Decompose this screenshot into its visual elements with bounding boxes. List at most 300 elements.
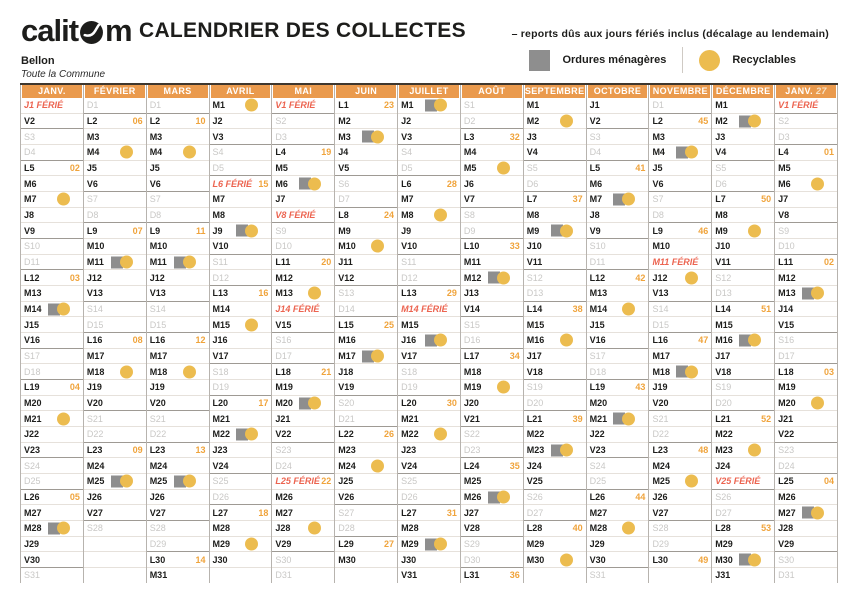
day-label: M10: [149, 241, 168, 252]
month-column-juin: [334, 85, 397, 583]
day-cell: [524, 301, 586, 317]
day-cell: [21, 175, 83, 191]
day-label: M5: [275, 163, 288, 174]
week-number: 07: [132, 225, 143, 236]
day-label: L23: [652, 445, 668, 456]
day-label: L21: [715, 413, 731, 424]
day-label: L14: [715, 304, 731, 315]
collection-markers: [245, 99, 258, 112]
day-cell: [461, 160, 523, 176]
day-label: J12: [86, 272, 102, 283]
day-cell: [461, 254, 523, 270]
day-cell: [147, 379, 209, 395]
day-cell: [461, 175, 523, 191]
day-label: J9: [401, 225, 412, 236]
day-cell: [587, 128, 649, 144]
day-label: D22: [652, 429, 669, 440]
day-cell: [775, 379, 837, 395]
day-cell: [461, 457, 523, 473]
day-cell: [272, 410, 334, 426]
day-cell: [587, 160, 649, 176]
day-label: D4: [589, 147, 602, 158]
day-cell: [524, 254, 586, 270]
day-label: M9: [715, 225, 728, 236]
week-number: 52: [761, 413, 772, 424]
day-cell: [21, 520, 83, 536]
day-cell: [21, 207, 83, 223]
day-label: L6 FÉRIÉ: [212, 178, 253, 189]
month-header: [776, 85, 836, 98]
day-cell: [21, 144, 83, 160]
day-cell: [587, 301, 649, 317]
day-label: S31: [24, 570, 41, 581]
day-cell: [712, 520, 774, 536]
day-label: D1: [86, 100, 99, 111]
day-cell: [712, 238, 774, 254]
month-column-septembre: [523, 85, 586, 583]
day-label: L12: [589, 272, 606, 283]
collection-markers: [622, 522, 635, 535]
day-label: J26: [86, 492, 102, 503]
day-label: M28: [401, 523, 419, 534]
day-cell: [775, 395, 837, 411]
day-cell: [461, 410, 523, 426]
day-label: S19: [715, 382, 732, 393]
day-cell: [775, 285, 837, 301]
day-cell: [84, 489, 146, 505]
collection-markers: [371, 240, 384, 253]
day-label: M11: [86, 257, 104, 268]
day-label: J11: [338, 257, 353, 268]
day-label: S9: [778, 225, 790, 236]
day-label: M23: [715, 445, 733, 456]
day-label: V4: [715, 147, 727, 158]
day-cell: [272, 536, 334, 552]
week-number: 02: [69, 163, 80, 174]
day-cell: [398, 426, 460, 442]
collection-markers: [739, 334, 761, 347]
day-label: D31: [778, 570, 795, 581]
day-cell: [649, 113, 711, 129]
day-label: L11: [275, 257, 291, 268]
collection-markers: [497, 381, 510, 394]
week-number: 47: [698, 335, 709, 346]
recyclables-marker-icon: [308, 397, 321, 410]
collection-markers: [111, 475, 133, 488]
day-label: M22: [401, 429, 419, 440]
day-label: M16: [526, 335, 545, 346]
day-cell: [524, 144, 586, 160]
day-label: J22: [24, 429, 40, 440]
day-cell: [335, 536, 397, 552]
day-label: M16: [338, 335, 356, 346]
day-label: M1: [526, 100, 540, 111]
day-cell: [461, 332, 523, 348]
month-name: JANV.: [785, 86, 813, 96]
day-cell: [398, 348, 460, 364]
calitom-logo-o-icon: [79, 20, 104, 45]
day-label: D31: [275, 570, 292, 581]
recyclables-marker-icon: [371, 350, 384, 363]
day-cell: [84, 395, 146, 411]
day-cell: [398, 473, 460, 489]
day-label: V29: [275, 539, 292, 550]
day-label: M29: [526, 539, 545, 550]
day-cell: [587, 254, 649, 270]
day-cell: [712, 222, 774, 238]
day-label: S2: [778, 116, 790, 126]
day-cell: [649, 551, 711, 567]
day-label: J5: [149, 163, 160, 174]
day-label: M28: [589, 523, 608, 534]
day-cell: [210, 269, 272, 285]
day-cell: [524, 207, 586, 223]
day-label: L23: [86, 445, 103, 456]
day-label: M26: [463, 492, 482, 503]
day-label: S8: [463, 210, 475, 221]
day-cell: [649, 442, 711, 458]
month-column-janv: [20, 85, 83, 583]
day-cell: [147, 160, 209, 176]
day-cell: [649, 285, 711, 301]
week-number: 25: [384, 319, 395, 330]
day-label: V21: [463, 413, 480, 424]
day-label: M15: [401, 319, 419, 330]
day-cell: [587, 457, 649, 473]
day-label: S17: [24, 351, 41, 362]
day-label: M21: [589, 413, 608, 424]
day-label: L30: [149, 554, 166, 565]
week-number: 48: [698, 445, 709, 456]
day-cell: [524, 551, 586, 567]
day-label: M21: [401, 413, 419, 424]
day-cell: [21, 348, 83, 364]
day-cell: [84, 113, 146, 129]
week-number: 37: [572, 194, 583, 205]
collection-markers: [48, 522, 70, 535]
day-label: L16: [86, 335, 103, 346]
day-cell: [587, 395, 649, 411]
day-cell: [335, 489, 397, 505]
day-cell: [649, 520, 711, 536]
day-cell: [587, 536, 649, 552]
day-cell: [398, 269, 460, 285]
recyclables-marker-icon: [245, 99, 258, 112]
recyclables-swatch-icon: [699, 50, 720, 71]
collection-markers: [308, 522, 321, 535]
day-cell: [21, 473, 83, 489]
day-cell: [210, 504, 272, 520]
day-label: V16: [589, 335, 606, 346]
day-cell: [210, 536, 272, 552]
collection-markers: [551, 224, 573, 237]
logo-text-right: m: [105, 13, 132, 48]
day-label: J25: [338, 476, 354, 487]
day-cell: [147, 113, 209, 129]
day-label: J17: [526, 351, 542, 362]
week-number: 18: [258, 507, 269, 518]
day-cell: [649, 410, 711, 426]
day-cell: [524, 520, 586, 536]
collection-markers: [299, 397, 321, 410]
day-cell: [272, 395, 334, 411]
collection-markers: [57, 193, 70, 206]
day-cell: [398, 363, 460, 379]
day-label: S18: [401, 366, 418, 377]
day-cell: [398, 489, 460, 505]
month-column-mai: [271, 85, 334, 583]
day-label: S21: [149, 413, 166, 424]
day-label: M20: [778, 398, 796, 409]
recyclables-marker-icon: [811, 287, 824, 300]
day-label: S23: [275, 445, 292, 456]
week-number: 11: [196, 225, 206, 236]
day-cell: [21, 379, 83, 395]
day-label: J12: [149, 272, 165, 283]
day-label: J24: [526, 460, 542, 471]
day-label: M18: [463, 366, 482, 377]
day-label: S31: [589, 570, 606, 581]
day-cell: [587, 238, 649, 254]
day-label: D7: [338, 194, 350, 205]
day-label: M5: [463, 163, 477, 174]
day-label: L25: [778, 476, 794, 487]
day-label: M14: [589, 304, 608, 315]
day-cell: [210, 98, 272, 113]
collection-markers: [425, 334, 447, 347]
day-cell: [210, 395, 272, 411]
recyclables-marker-icon: [497, 491, 510, 504]
day-label: D5: [401, 163, 413, 174]
day-label: D24: [778, 460, 795, 471]
week-number: 29: [446, 288, 457, 299]
day-label: J13: [463, 288, 479, 299]
day-cell: [335, 285, 397, 301]
recyclables-marker-icon: [811, 177, 824, 190]
day-label: V7: [463, 194, 475, 205]
day-label: S16: [778, 335, 795, 346]
day-label: D8: [149, 210, 162, 221]
collection-markers: [425, 99, 447, 112]
day-cell: [712, 489, 774, 505]
day-cell: [272, 285, 334, 301]
day-cell: [524, 536, 586, 552]
month-column-mars: [146, 85, 209, 583]
recyclables-marker-icon: [685, 146, 698, 159]
day-cell: [461, 473, 523, 489]
week-number: 39: [572, 413, 583, 424]
day-cell: [524, 348, 586, 364]
day-label: V15: [778, 319, 795, 330]
day-label: J21: [275, 413, 291, 424]
recyclables-marker-icon: [685, 475, 698, 488]
day-cell: [147, 457, 209, 473]
day-cell: [649, 144, 711, 160]
day-label: S6: [338, 178, 350, 189]
recyclables-marker-icon: [748, 334, 761, 347]
day-label: J26: [149, 492, 165, 503]
day-label: L4: [275, 147, 286, 158]
day-cell: [649, 395, 711, 411]
day-label: S1: [463, 100, 475, 111]
day-cell: [335, 238, 397, 254]
day-label: M16: [715, 335, 733, 346]
day-label: V20: [86, 398, 103, 409]
day-label: V10: [401, 241, 418, 252]
collection-markers: [613, 193, 635, 206]
day-cell: [84, 160, 146, 176]
day-cell: [84, 238, 146, 254]
day-label: D27: [715, 507, 732, 518]
collection-markers: [676, 365, 698, 378]
day-cell: [272, 363, 334, 379]
day-cell: [775, 536, 837, 552]
day-label: V18: [526, 366, 543, 377]
day-label: S9: [275, 225, 287, 236]
day-cell: [21, 332, 83, 348]
collection-markers: [613, 412, 635, 425]
day-label: M24: [652, 460, 670, 471]
collection-markers: [685, 271, 698, 284]
day-label: S23: [778, 445, 795, 456]
day-cell: [147, 128, 209, 144]
day-cell: [649, 222, 711, 238]
month-column-f-vrier: [83, 85, 146, 583]
day-cell: [524, 222, 586, 238]
collection-markers: [748, 224, 761, 237]
day-label: J28: [778, 523, 794, 534]
day-cell: [712, 332, 774, 348]
day-cell: [775, 207, 837, 223]
month-name: AOÛT: [478, 86, 506, 96]
day-cell: [272, 254, 334, 270]
day-label: V6: [149, 178, 161, 189]
day-cell: [21, 269, 83, 285]
day-cell: [775, 410, 837, 426]
day-label: J1 FÉRIÉ: [24, 100, 64, 111]
month-header: [399, 85, 459, 98]
day-label: J15: [589, 319, 605, 330]
collection-markers: [183, 365, 196, 378]
day-label: J28: [275, 523, 291, 534]
collection-markers: [488, 271, 510, 284]
day-label: M24: [338, 460, 356, 471]
day-label: S16: [275, 335, 292, 346]
month-header: [713, 85, 773, 98]
day-cell: [587, 520, 649, 536]
week-number: 43: [635, 382, 646, 393]
day-cell: [775, 98, 837, 113]
recyclables-marker-icon: [434, 428, 447, 441]
day-cell: [210, 254, 272, 270]
day-label: L27: [212, 507, 229, 518]
day-label: J30: [212, 554, 228, 565]
day-label: J14 FÉRIÉ: [275, 304, 320, 315]
day-cell: [335, 504, 397, 520]
day-cell: [21, 113, 83, 129]
month-name: MARS: [163, 86, 192, 96]
day-label: J6: [463, 178, 474, 189]
day-cell: [524, 191, 586, 207]
day-label: D3: [778, 131, 790, 142]
day-cell: [147, 269, 209, 285]
day-cell: [335, 160, 397, 176]
recyclables-marker-icon: [622, 522, 635, 535]
day-cell: [587, 222, 649, 238]
day-cell: [398, 144, 460, 160]
day-label: L23: [149, 445, 166, 456]
recyclables-marker-icon: [57, 193, 70, 206]
day-label: S20: [338, 398, 355, 409]
day-label: L2: [86, 116, 98, 126]
recyclables-marker-icon: [245, 538, 258, 551]
day-label: J9: [212, 225, 223, 236]
month-header: [650, 85, 710, 98]
collection-calendar-grid: [20, 83, 838, 583]
day-cell: [21, 410, 83, 426]
day-label: M6: [589, 178, 603, 189]
day-label: D18: [589, 366, 607, 377]
recyclables-marker-icon: [183, 256, 196, 269]
day-label: D2: [463, 116, 476, 126]
day-label: M23: [338, 445, 356, 456]
day-cell: [398, 520, 460, 536]
week-number: 13: [195, 445, 206, 456]
day-label: S10: [589, 241, 606, 252]
day-cell: [775, 473, 837, 489]
day-label: L14: [526, 304, 543, 315]
day-label: M17: [652, 351, 670, 362]
day-label: J26: [652, 492, 668, 503]
day-label: S5: [526, 163, 538, 174]
day-label: J5: [86, 163, 97, 174]
ordures-menageres-swatch-icon: [529, 50, 550, 71]
day-cell: [524, 442, 586, 458]
day-cell: [147, 332, 209, 348]
day-cell: [524, 379, 586, 395]
day-label: V13: [652, 288, 669, 299]
day-cell: [272, 489, 334, 505]
day-label: L13: [212, 288, 229, 299]
week-number: 08: [132, 335, 143, 346]
day-cell: [84, 144, 146, 160]
day-cell: [712, 504, 774, 520]
day-cell: [21, 128, 83, 144]
day-cell: [21, 536, 83, 552]
day-cell: [335, 473, 397, 489]
day-cell: [335, 348, 397, 364]
day-label: D18: [24, 366, 41, 377]
month-name: MAI: [294, 86, 313, 96]
week-number: 04: [69, 382, 80, 393]
day-label: M7: [401, 194, 414, 205]
day-label: V3: [212, 131, 224, 142]
day-cell: [21, 191, 83, 207]
day-cell: [524, 332, 586, 348]
week-number: 49: [698, 554, 709, 565]
day-cell: [272, 160, 334, 176]
day-cell: [712, 128, 774, 144]
recyclables-marker-icon: [622, 303, 635, 316]
zone-label: Toute la Commune: [21, 69, 106, 80]
collection-markers: [362, 350, 384, 363]
day-label: V4: [526, 147, 538, 158]
day-cell: [84, 222, 146, 238]
day-cell: [335, 395, 397, 411]
week-number: 31: [446, 507, 457, 518]
page-title: CALENDRIER DES COLLECTES: [139, 19, 466, 42]
recyclables-marker-icon: [245, 428, 258, 441]
